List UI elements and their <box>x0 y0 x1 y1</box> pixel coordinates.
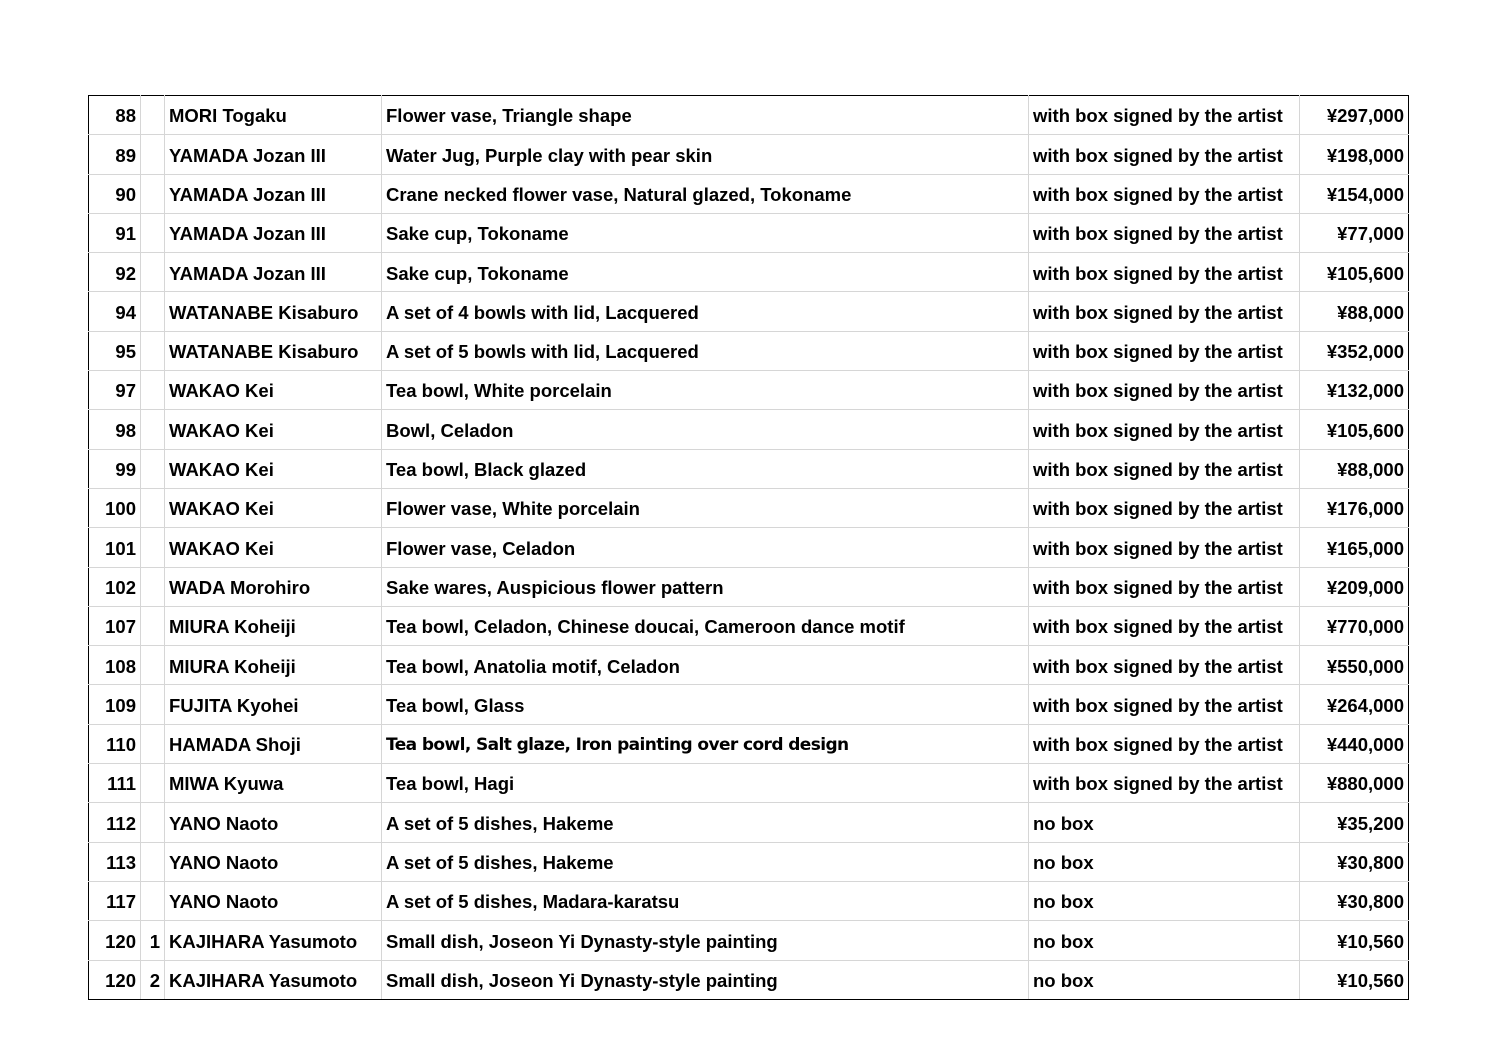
price: ¥35,200 <box>1300 803 1409 842</box>
table-row <box>89 213 1409 252</box>
lot-number: 92 <box>89 253 141 292</box>
sub-number <box>141 606 165 645</box>
sub-number <box>141 213 165 252</box>
item-title: Sake cup, Tokoname <box>382 253 1029 292</box>
item-title: Tea bowl, Glass <box>382 685 1029 724</box>
artist-name: YAMADA Jozan III <box>165 135 382 174</box>
price: ¥132,000 <box>1300 371 1409 410</box>
box-status: with box signed by the artist <box>1029 567 1300 606</box>
price: ¥440,000 <box>1300 724 1409 763</box>
artist-name: YAMADA Jozan III <box>165 213 382 252</box>
price: ¥209,000 <box>1300 567 1409 606</box>
artist-name: YAMADA Jozan III <box>165 174 382 213</box>
price: ¥352,000 <box>1300 331 1409 370</box>
box-status: with box signed by the artist <box>1029 410 1300 449</box>
price: ¥10,560 <box>1300 960 1409 999</box>
lot-number: 102 <box>89 567 141 606</box>
box-status: with box signed by the artist <box>1029 606 1300 645</box>
artist-name: WATANABE Kisaburo <box>165 292 382 331</box>
item-title: Flower vase, White porcelain <box>382 488 1029 527</box>
lot-number: 89 <box>89 135 141 174</box>
item-title: Tea bowl, Salt glaze, Iron painting over cord design <box>382 724 1029 763</box>
table-row <box>89 646 1409 685</box>
box-status: with box signed by the artist <box>1029 292 1300 331</box>
item-title: Small dish, Joseon Yi Dynasty-style painting <box>382 960 1029 999</box>
lot-number: 98 <box>89 410 141 449</box>
table-row <box>89 921 1409 960</box>
artist-name: WAKAO Kei <box>165 488 382 527</box>
sub-number <box>141 803 165 842</box>
table-row <box>89 174 1409 213</box>
table-row <box>89 685 1409 724</box>
artist-name: YANO Naoto <box>165 881 382 920</box>
price: ¥176,000 <box>1300 488 1409 527</box>
price: ¥77,000 <box>1300 213 1409 252</box>
box-status: with box signed by the artist <box>1029 174 1300 213</box>
box-status: with box signed by the artist <box>1029 764 1300 803</box>
table-row <box>89 803 1409 842</box>
table-row <box>89 724 1409 763</box>
price: ¥30,800 <box>1300 881 1409 920</box>
lot-number: 90 <box>89 174 141 213</box>
sub-number <box>141 292 165 331</box>
artist-name: MIURA Koheiji <box>165 606 382 645</box>
table-row <box>89 960 1409 999</box>
lot-number: 99 <box>89 449 141 488</box>
item-title: Crane necked flower vase, Natural glazed, Tokoname <box>382 174 1029 213</box>
item-title: Sake wares, Auspicious flower pattern <box>382 567 1029 606</box>
sub-number <box>141 567 165 606</box>
lot-number: 111 <box>89 764 141 803</box>
sub-number <box>141 685 165 724</box>
artist-name: WAKAO Kei <box>165 371 382 410</box>
box-status: with box signed by the artist <box>1029 253 1300 292</box>
price: ¥550,000 <box>1300 646 1409 685</box>
lot-table <box>88 95 1409 1000</box>
box-status: with box signed by the artist <box>1029 449 1300 488</box>
table-row <box>89 253 1409 292</box>
sub-number <box>141 371 165 410</box>
lot-table-body <box>89 96 1409 1000</box>
price: ¥770,000 <box>1300 606 1409 645</box>
item-title: Tea bowl, Anatolia motif, Celadon <box>382 646 1029 685</box>
lot-number: 120 <box>89 960 141 999</box>
lot-number: 120 <box>89 921 141 960</box>
item-title: Tea bowl, Celadon, Chinese doucai, Cameroon dance motif <box>382 606 1029 645</box>
lot-number: 112 <box>89 803 141 842</box>
table-row <box>89 881 1409 920</box>
table-row <box>89 449 1409 488</box>
item-title: A set of 5 dishes, Hakeme <box>382 842 1029 881</box>
box-status: with box signed by the artist <box>1029 96 1300 135</box>
item-title: Small dish, Joseon Yi Dynasty-style painting <box>382 921 1029 960</box>
box-status: with box signed by the artist <box>1029 135 1300 174</box>
price: ¥88,000 <box>1300 292 1409 331</box>
box-status: no box <box>1029 921 1300 960</box>
artist-name: YANO Naoto <box>165 842 382 881</box>
table-row <box>89 331 1409 370</box>
artist-name: MIWA Kyuwa <box>165 764 382 803</box>
lot-number: 117 <box>89 881 141 920</box>
sub-number: 1 <box>141 921 165 960</box>
price: ¥165,000 <box>1300 528 1409 567</box>
artist-name: FUJITA Kyohei <box>165 685 382 724</box>
lot-number: 100 <box>89 488 141 527</box>
item-title: Tea bowl, White porcelain <box>382 371 1029 410</box>
table-row <box>89 371 1409 410</box>
artist-name: YAMADA Jozan III <box>165 253 382 292</box>
table-row <box>89 135 1409 174</box>
table-row <box>89 488 1409 527</box>
price: ¥297,000 <box>1300 96 1409 135</box>
sub-number <box>141 842 165 881</box>
table-row <box>89 528 1409 567</box>
box-status: with box signed by the artist <box>1029 724 1300 763</box>
artist-name: WAKAO Kei <box>165 528 382 567</box>
lot-number: 91 <box>89 213 141 252</box>
sub-number <box>141 724 165 763</box>
table-row <box>89 842 1409 881</box>
lot-number: 109 <box>89 685 141 724</box>
box-status: no box <box>1029 842 1300 881</box>
sub-number <box>141 135 165 174</box>
sub-number <box>141 528 165 567</box>
item-title: Water Jug, Purple clay with pear skin <box>382 135 1029 174</box>
lot-number: 94 <box>89 292 141 331</box>
sub-number <box>141 646 165 685</box>
price: ¥10,560 <box>1300 921 1409 960</box>
artist-name: WATANABE Kisaburo <box>165 331 382 370</box>
box-status: with box signed by the artist <box>1029 685 1300 724</box>
item-title: A set of 5 dishes, Hakeme <box>382 803 1029 842</box>
table-row <box>89 606 1409 645</box>
price: ¥154,000 <box>1300 174 1409 213</box>
sub-number <box>141 410 165 449</box>
lot-number: 95 <box>89 331 141 370</box>
item-title: Flower vase, Triangle shape <box>382 96 1029 135</box>
box-status: with box signed by the artist <box>1029 371 1300 410</box>
price: ¥880,000 <box>1300 764 1409 803</box>
box-status: with box signed by the artist <box>1029 488 1300 527</box>
table-row <box>89 292 1409 331</box>
artist-name: MIURA Koheiji <box>165 646 382 685</box>
artist-name: HAMADA Shoji <box>165 724 382 763</box>
price: ¥264,000 <box>1300 685 1409 724</box>
item-title: A set of 5 dishes, Madara-karatsu <box>382 881 1029 920</box>
artist-name: KAJIHARA Yasumoto <box>165 960 382 999</box>
table-row <box>89 764 1409 803</box>
sub-number <box>141 96 165 135</box>
artist-name: MORI Togaku <box>165 96 382 135</box>
price: ¥105,600 <box>1300 410 1409 449</box>
sub-number <box>141 764 165 803</box>
lot-number: 97 <box>89 371 141 410</box>
item-title: Sake cup, Tokoname <box>382 213 1029 252</box>
price: ¥105,600 <box>1300 253 1409 292</box>
artist-name: WAKAO Kei <box>165 410 382 449</box>
item-title: Bowl, Celadon <box>382 410 1029 449</box>
lot-number: 101 <box>89 528 141 567</box>
sub-number: 2 <box>141 960 165 999</box>
sub-number <box>141 253 165 292</box>
table-row <box>89 410 1409 449</box>
table-row <box>89 567 1409 606</box>
artist-name: WAKAO Kei <box>165 449 382 488</box>
item-title: Tea bowl, Hagi <box>382 764 1029 803</box>
lot-number: 113 <box>89 842 141 881</box>
artist-name: WADA Morohiro <box>165 567 382 606</box>
box-status: with box signed by the artist <box>1029 646 1300 685</box>
box-status: with box signed by the artist <box>1029 213 1300 252</box>
item-title: A set of 5 bowls with lid, Lacquered <box>382 331 1029 370</box>
price: ¥88,000 <box>1300 449 1409 488</box>
sub-number <box>141 331 165 370</box>
box-status: with box signed by the artist <box>1029 331 1300 370</box>
item-title: Tea bowl, Black glazed <box>382 449 1029 488</box>
price: ¥198,000 <box>1300 135 1409 174</box>
lot-number: 108 <box>89 646 141 685</box>
lot-number: 107 <box>89 606 141 645</box>
sub-number <box>141 174 165 213</box>
box-status: with box signed by the artist <box>1029 528 1300 567</box>
item-title: Flower vase, Celadon <box>382 528 1029 567</box>
artist-name: YANO Naoto <box>165 803 382 842</box>
sub-number <box>141 881 165 920</box>
sub-number <box>141 488 165 527</box>
lot-number: 110 <box>89 724 141 763</box>
box-status: no box <box>1029 803 1300 842</box>
table-row <box>89 96 1409 135</box>
price: ¥30,800 <box>1300 842 1409 881</box>
box-status: no box <box>1029 960 1300 999</box>
artist-name: KAJIHARA Yasumoto <box>165 921 382 960</box>
item-title: A set of 4 bowls with lid, Lacquered <box>382 292 1029 331</box>
sub-number <box>141 449 165 488</box>
lot-number: 88 <box>89 96 141 135</box>
box-status: no box <box>1029 881 1300 920</box>
